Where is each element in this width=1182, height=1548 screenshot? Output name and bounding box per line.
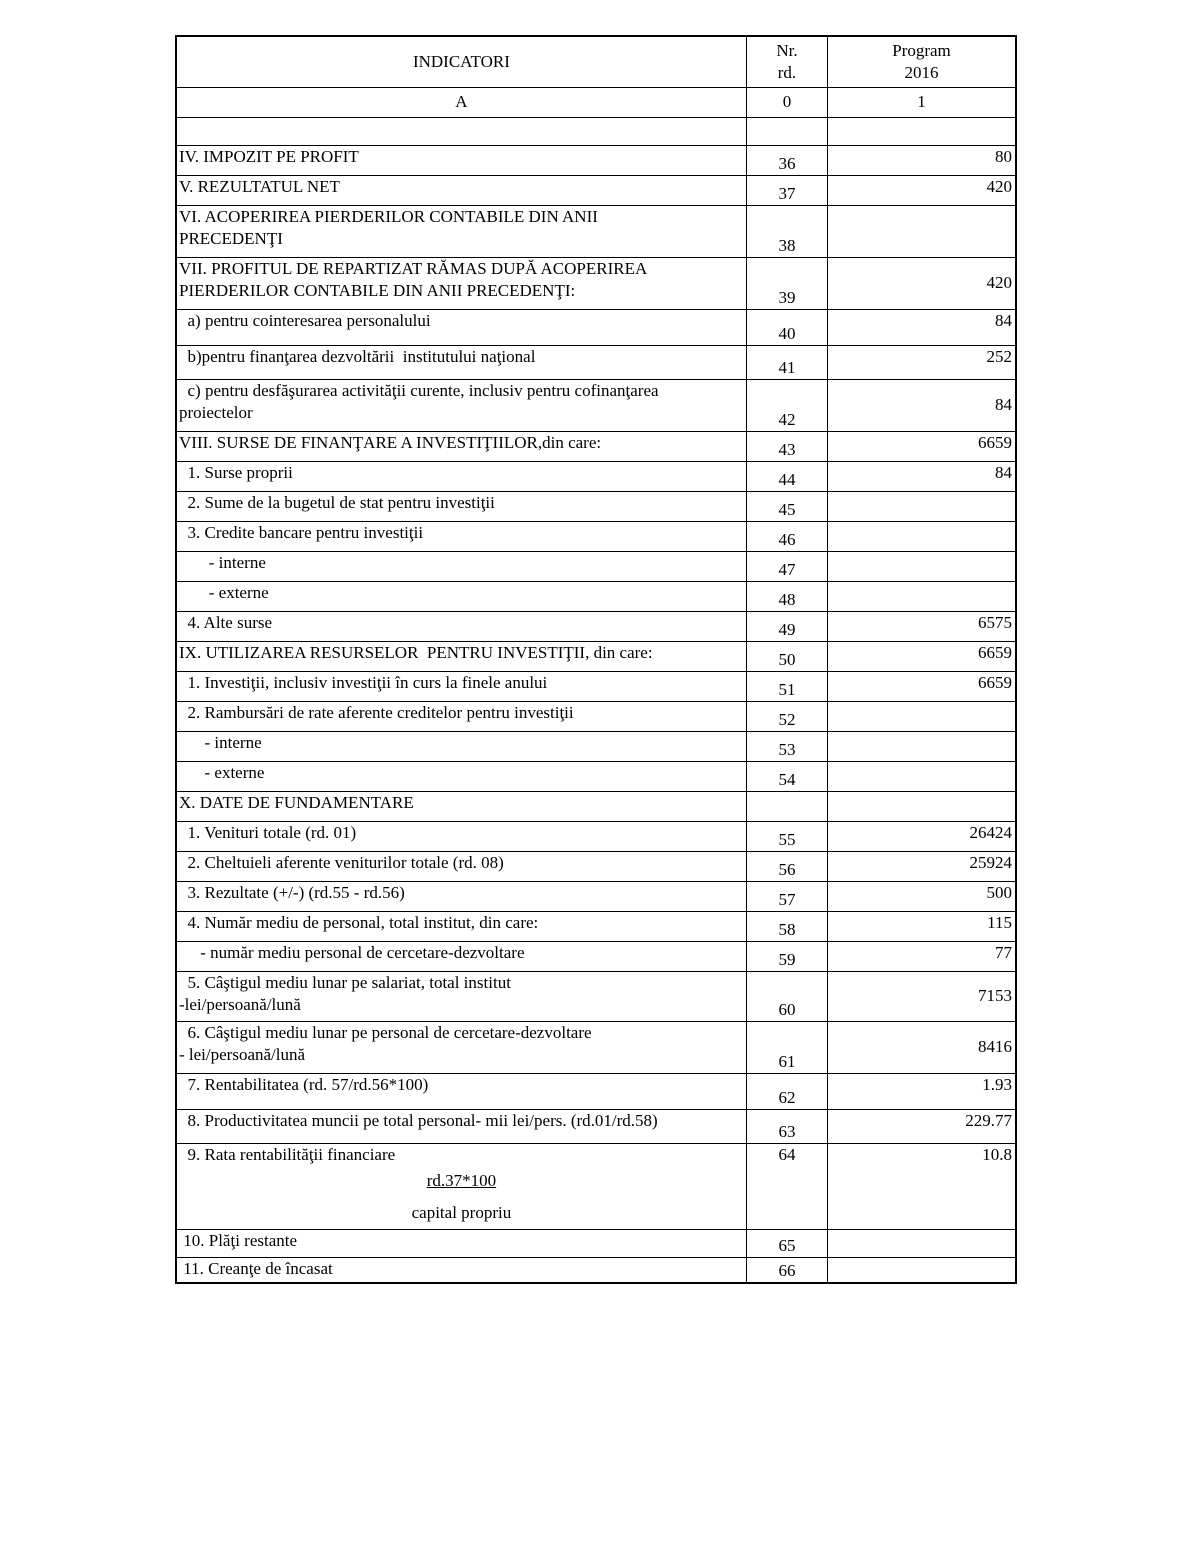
table-row [176, 1229, 1016, 1257]
indicator-text: 4. Alte surse [179, 612, 273, 632]
indicator-text: - număr mediu personal de cercetare-dezvoltare [179, 942, 525, 962]
table-row [176, 145, 1016, 175]
indicator-label [176, 611, 746, 641]
fraction-numerator: rd.37*100 [426, 1170, 497, 1190]
column-index-a: A [176, 87, 746, 117]
program-value: 6659 [828, 641, 1016, 671]
program-value: 80 [828, 145, 1016, 175]
indicator-label [176, 1073, 746, 1109]
row-number: 39 [746, 257, 827, 309]
table-row [176, 701, 1016, 731]
table-row [176, 971, 1016, 1021]
indicator-text: 2. Sume de la bugetul de stat pentru investiţii [179, 492, 495, 512]
indicator-label [176, 701, 746, 731]
indicator-text: 2. Cheltuieli aferente veniturilor totale (rd. 08) [179, 852, 504, 872]
row-number: 53 [746, 731, 827, 761]
indicator-label [176, 581, 746, 611]
program-value: 6659 [828, 431, 1016, 461]
indicator-label [176, 551, 746, 581]
table-row [176, 761, 1016, 791]
program-value: 6575 [828, 611, 1016, 641]
table-row [176, 791, 1016, 821]
indicator-label [176, 1021, 746, 1073]
indicator-text: 1. Surse proprii [179, 462, 293, 482]
program-value [828, 1229, 1016, 1257]
table-row [176, 731, 1016, 761]
table-row [176, 1143, 1016, 1229]
table-row [176, 345, 1016, 379]
table-row [176, 941, 1016, 971]
program-value: 84 [828, 379, 1016, 431]
row-number: 58 [746, 911, 827, 941]
indicator-label [176, 941, 746, 971]
table-row [176, 581, 1016, 611]
program-value [828, 551, 1016, 581]
program-value [828, 731, 1016, 761]
indicator-label [176, 641, 746, 671]
program-value: 84 [828, 461, 1016, 491]
indicator-label [176, 521, 746, 551]
table-row [176, 309, 1016, 345]
program-value: 84 [828, 309, 1016, 345]
table-row [176, 257, 1016, 309]
budget-indicators-table [175, 35, 1017, 1284]
row-number: 42 [746, 379, 827, 431]
indicator-label [176, 1257, 746, 1283]
row-number: 56 [746, 851, 827, 881]
program-value: 420 [828, 175, 1016, 205]
program-value: 25924 [828, 851, 1016, 881]
row-number: 57 [746, 881, 827, 911]
indicator-label [176, 145, 746, 175]
indicator-text: - interne [179, 732, 262, 752]
row-number: 41 [746, 345, 827, 379]
row-number: 50 [746, 641, 827, 671]
indicator-text: 8. Productivitatea muncii pe total personal- mii lei/pers. (rd.01/rd.58) [179, 1110, 658, 1130]
table-row [176, 1073, 1016, 1109]
table-row [176, 117, 1016, 145]
program-value [828, 1257, 1016, 1283]
program-value [828, 701, 1016, 731]
program-value: 500 [828, 881, 1016, 911]
indicator-label [176, 309, 746, 345]
table-row [176, 611, 1016, 641]
indicator-text: X. DATE DE FUNDAMENTARE [179, 792, 414, 812]
indicator-text: 5. Câştigul mediu lunar pe salariat, total institut -lei/persoană/lună [179, 972, 511, 1014]
indicator-label [176, 345, 746, 379]
indicator-text: IX. UTILIZAREA RESURSELOR PENTRU INVESTIŢII, din care: [179, 642, 653, 662]
column-index-1: 1 [828, 87, 1016, 117]
indicator-label [176, 881, 746, 911]
program-value [828, 117, 1016, 145]
table-row [176, 911, 1016, 941]
column-index-0: 0 [746, 87, 827, 117]
indicator-label [176, 1229, 746, 1257]
header-nr-rd: Nr. rd. [746, 36, 827, 87]
table-row [176, 461, 1016, 491]
table-row [176, 881, 1016, 911]
row-number: 48 [746, 581, 827, 611]
fraction-denominator: capital propriu [411, 1202, 512, 1222]
indicator-text: 7. Rentabilitatea (rd. 57/rd.56*100) [179, 1074, 429, 1094]
program-value: 229.77 [828, 1109, 1016, 1143]
table-row [176, 521, 1016, 551]
indicator-text: 3. Credite bancare pentru investiţii [179, 522, 424, 542]
row-number: 43 [746, 431, 827, 461]
program-value: 1.93 [828, 1073, 1016, 1109]
indicator-text: 10. Plăţi restante [179, 1230, 298, 1250]
table-row [176, 175, 1016, 205]
program-value: 115 [828, 911, 1016, 941]
indicator-label [176, 671, 746, 701]
program-value [828, 491, 1016, 521]
row-number: 38 [746, 205, 827, 257]
row-number [746, 791, 827, 821]
indicator-text: 11. Creanţe de încasat [179, 1258, 333, 1278]
row-number: 60 [746, 971, 827, 1021]
indicator-label [176, 175, 746, 205]
row-number: 64 [746, 1143, 827, 1229]
indicator-label [176, 491, 746, 521]
column-index-row [176, 87, 1016, 117]
indicator-text: 6. Câştigul mediu lunar pe personal de cercetare-dezvoltare - lei/persoană/lună [179, 1022, 592, 1064]
row-number: 62 [746, 1073, 827, 1109]
row-number: 44 [746, 461, 827, 491]
program-value: 26424 [828, 821, 1016, 851]
table-row [176, 431, 1016, 461]
indicator-label [176, 379, 746, 431]
program-value [828, 761, 1016, 791]
indicator-text: c) pentru desfăşurarea activităţii curente, inclusiv pentru cofinanţarea proiectelor [179, 380, 659, 422]
row-number: 51 [746, 671, 827, 701]
indicator-text: 9. Rata rentabilităţii financiare [179, 1144, 396, 1164]
indicator-text: V. REZULTATUL NET [179, 176, 340, 196]
indicator-label [176, 971, 746, 1021]
row-number: 52 [746, 701, 827, 731]
program-value: 420 [828, 257, 1016, 309]
indicator-label [176, 1109, 746, 1143]
table-row [176, 1257, 1016, 1283]
header-indicatori: INDICATORI [176, 36, 746, 87]
indicator-label [176, 117, 746, 145]
indicator-label [176, 205, 746, 257]
program-value [828, 791, 1016, 821]
row-number: 63 [746, 1109, 827, 1143]
program-value: 10.8 [828, 1143, 1016, 1229]
row-number: 36 [746, 145, 827, 175]
program-value: 252 [828, 345, 1016, 379]
row-number: 49 [746, 611, 827, 641]
program-value [828, 581, 1016, 611]
indicator-label [176, 791, 746, 821]
table-row [176, 1021, 1016, 1073]
program-value: 6659 [828, 671, 1016, 701]
indicator-text: 3. Rezultate (+/-) (rd.55 - rd.56) [179, 882, 405, 902]
row-number: 66 [746, 1257, 827, 1283]
row-number: 45 [746, 491, 827, 521]
indicator-text: 2. Rambursări de rate aferente creditelor pentru investiţii [179, 702, 574, 722]
table-row [176, 491, 1016, 521]
row-number: 46 [746, 521, 827, 551]
row-number: 65 [746, 1229, 827, 1257]
program-value [828, 205, 1016, 257]
row-number: 47 [746, 551, 827, 581]
table-row [176, 1109, 1016, 1143]
indicator-text: IV. IMPOZIT PE PROFIT [179, 146, 359, 166]
program-value [828, 521, 1016, 551]
indicator-label [176, 821, 746, 851]
row-number: 61 [746, 1021, 827, 1073]
program-value: 8416 [828, 1021, 1016, 1073]
row-number [746, 117, 827, 145]
table-row [176, 379, 1016, 431]
indicator-text: VIII. SURSE DE FINANŢARE A INVESTIŢIILOR,din care: [179, 432, 602, 452]
table-row [176, 851, 1016, 881]
indicator-label [176, 731, 746, 761]
indicator-text: - externe [179, 582, 269, 602]
row-number: 59 [746, 941, 827, 971]
indicator-label [176, 431, 746, 461]
header-program-2016: Program 2016 [828, 36, 1016, 87]
table-row [176, 641, 1016, 671]
table-row [176, 205, 1016, 257]
row-number: 40 [746, 309, 827, 345]
table-row [176, 671, 1016, 701]
indicator-label [176, 1143, 746, 1229]
table-row [176, 551, 1016, 581]
indicator-label [176, 761, 746, 791]
indicator-label [176, 911, 746, 941]
indicator-label [176, 851, 746, 881]
header-row [176, 36, 1016, 87]
table-body [176, 117, 1016, 1283]
row-number: 55 [746, 821, 827, 851]
indicator-text: - interne [179, 552, 266, 572]
indicator-text: b)pentru finanţarea dezvoltării institutului naţional [179, 346, 536, 366]
program-value: 7153 [828, 971, 1016, 1021]
indicator-text: - externe [179, 762, 265, 782]
indicator-text: 4. Număr mediu de personal, total institut, din care: [179, 912, 539, 932]
indicator-label [176, 461, 746, 491]
indicator-label [176, 257, 746, 309]
indicator-text: 1. Venituri totale (rd. 01) [179, 822, 357, 842]
row-number: 54 [746, 761, 827, 791]
indicator-text: VII. PROFITUL DE REPARTIZAT RĂMAS DUPĂ ACOPERIREA PIERDERILOR CONTABILE DIN ANII PRECEDENŢI: [179, 258, 648, 300]
indicator-text: VI. ACOPERIREA PIERDERILOR CONTABILE DIN ANII PRECEDENŢI [179, 206, 598, 248]
program-value: 77 [828, 941, 1016, 971]
indicator-text: 1. Investiţii, inclusiv investiţii în curs la finele anului [179, 672, 548, 692]
row-number: 37 [746, 175, 827, 205]
indicator-text: a) pentru cointeresarea personalului [179, 310, 431, 330]
table-row [176, 821, 1016, 851]
